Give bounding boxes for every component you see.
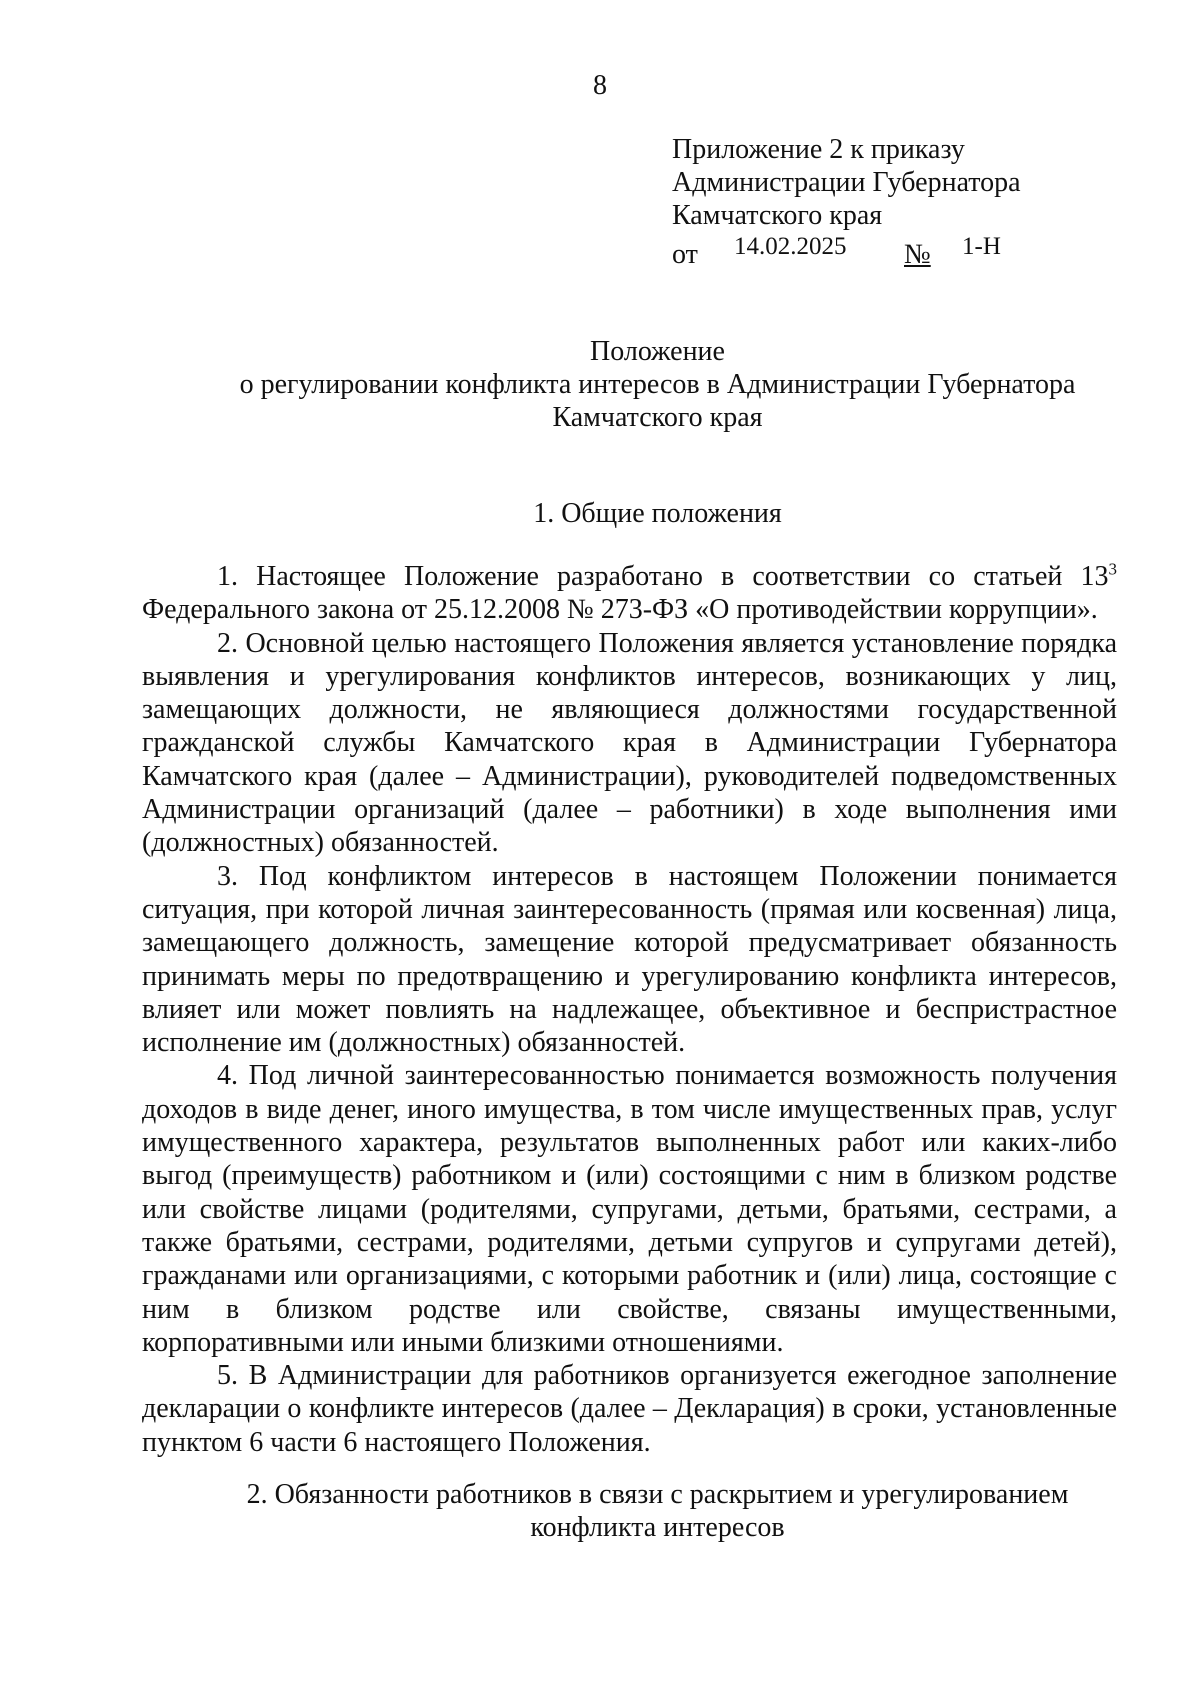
from-label: от xyxy=(672,239,698,270)
paragraph-4: 4. Под личной заинтересованностью понимается возможность получения доходов в виде денег, иного имущества, в том числе имущественных прав, услуг имущественного характера, результатов выполненных работ или каких-либо выгод (преимуществ) работником и (или) состоящими с ним в близком родстве или свойстве лицами (родителями, супругами, детьми, братьями, сестрами, а также братьями, сестрами, родителями, детьми супругов и супругами детей), гражданами или организациями, с которыми работник и (или) лица, состоящие с ним в близком родстве или свойстве, связаны имущественными, корпоративными или иными близкими отношениями. xyxy=(142,1060,1117,1358)
appendix-line-3: Камчатского края xyxy=(672,200,883,231)
title-line-2: о регулировании конфликта интересов в Администрации Губернатора xyxy=(239,369,1076,400)
appendix-block xyxy=(672,133,1021,268)
paragraph-3: 3. Под конфликтом интересов в настоящем Положении понимается ситуация, при которой личная заинтересованность (прямая или косвенная) лица, замещающего должность, замещение которой предусматривает обязанность принимать меры по предотвращению и урегулированию конфликта интересов, влияет или может повлиять на надлежащее, объективное и беспристрастное исполнение им (должностных) обязанностей. xyxy=(142,860,1117,1059)
number-label: № xyxy=(904,239,931,270)
section-1-heading-text: 1. Общие положения xyxy=(533,498,782,529)
paragraph-5: 5. В Администрации для работников организуется ежегодное заполнение декларации о конфликте интересов (далее – Декларация) в сроки, установленные пунктом 6 части 6 настоящего Положения. xyxy=(142,1360,1117,1458)
order-number: 1-Н xyxy=(962,233,1001,260)
title-line-1: Положение xyxy=(590,336,725,367)
article-superscript: 3 xyxy=(1108,559,1117,579)
title-line-3: Камчатского края xyxy=(552,402,763,433)
paragraph-1 xyxy=(142,560,1117,627)
appendix-date-line xyxy=(672,232,1021,268)
paragraph-2: 2. Основной целью настоящего Положения является установление порядка выявления и урегулирования конфликтов интересов, возникающих у лиц, замещающих должности, не являющиеся должностями государственной гражданской службы Камчатского края в Администрации Губернатора Камчатского края (далее – Администрации), руководителей подведомственных Администрации организаций (далее – работники) в ходе выполнения ими (должностных) обязанностей. xyxy=(142,627,1117,859)
order-date: 14.02.2025 xyxy=(734,233,847,260)
section-1-body xyxy=(142,560,1117,1459)
section-2-heading-line-2: конфликта интересов xyxy=(530,1512,785,1543)
document-title xyxy=(140,335,1175,434)
appendix-line-2: Администрации Губернатора xyxy=(672,167,1021,198)
section-2-heading-line-1: 2. Обязанности работников в связи с раскрытием и урегулированием xyxy=(246,1479,1069,1510)
section-1-heading xyxy=(140,497,1175,530)
section-2-heading xyxy=(140,1478,1175,1544)
paragraph-1-text-b: Федерального закона от 25.12.2008 № 273-ФЗ «О противодействии коррупции». xyxy=(142,594,1098,626)
page-number: 8 xyxy=(593,70,607,101)
appendix-line-1: Приложение 2 к приказу xyxy=(672,134,965,165)
paragraph-1-text-a: 1. Настоящее Положение разработано в соответствии со статьей 13 xyxy=(217,561,1109,592)
